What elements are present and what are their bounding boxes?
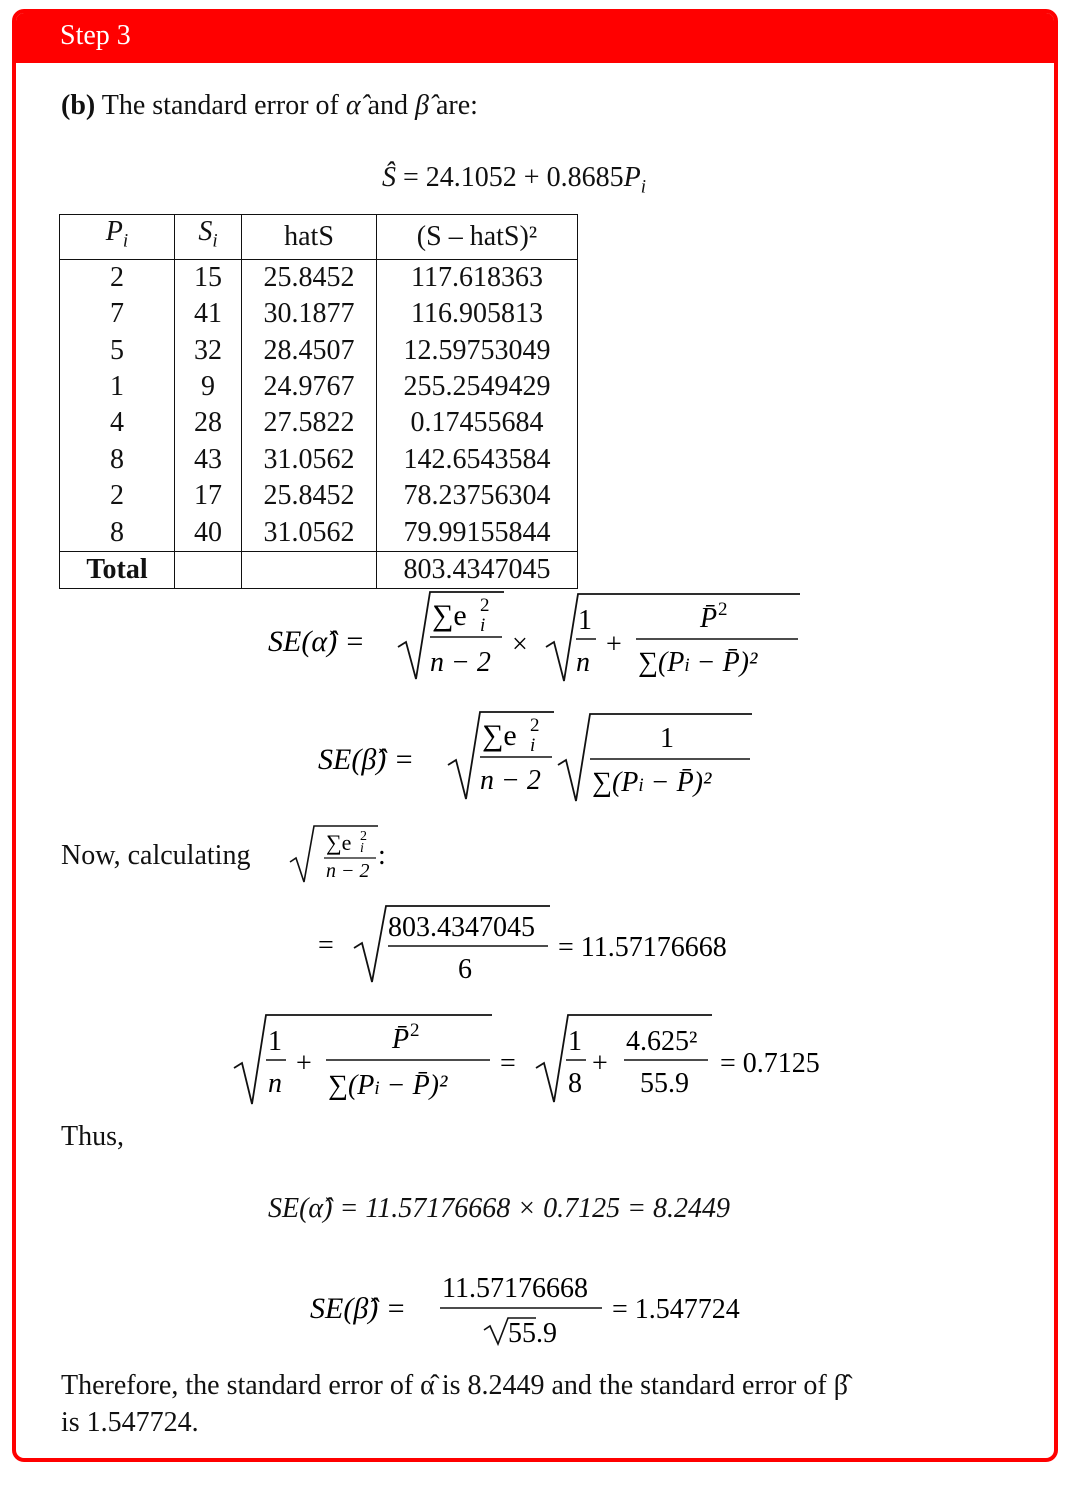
se-beta-lhs: SE(β̂) =	[318, 743, 414, 776]
now-calculating	[61, 840, 250, 872]
table-cell: 25.8452	[242, 259, 377, 296]
sum-e: ∑e	[432, 599, 467, 632]
table-row	[60, 369, 578, 405]
table-cell: 30.1877	[242, 296, 377, 332]
svg-text:n − 2: n − 2	[480, 765, 541, 796]
regression-var: P	[623, 162, 641, 193]
svg-text:×: ×	[512, 629, 528, 660]
table-row	[60, 405, 578, 441]
svg-text:+: +	[592, 1048, 608, 1079]
table-cell: 5	[60, 332, 175, 368]
table-row	[60, 259, 578, 296]
table-cell	[242, 551, 377, 588]
regression-rhs: = 24.1052 + 0.8685	[403, 162, 624, 193]
table-cell: 1	[60, 369, 175, 405]
total-value: 803.4347045	[377, 551, 578, 588]
table-row	[60, 478, 578, 514]
svg-text:P̄: P̄	[700, 603, 718, 634]
svg-text:i: i	[360, 841, 364, 856]
svg-text:P̄: P̄	[392, 1024, 410, 1055]
svg-text:1: 1	[660, 723, 674, 754]
table-cell: 28.4507	[242, 332, 377, 368]
table-cell: 8	[60, 442, 175, 478]
svg-text:+: +	[606, 629, 622, 660]
svg-text:1: 1	[568, 1026, 582, 1057]
residuals-table	[59, 214, 578, 589]
s-hat: Ŝ	[382, 162, 396, 193]
table-cell: 31.0562	[242, 514, 377, 551]
intro-line	[61, 90, 478, 122]
table-cell: 78.23756304	[377, 478, 578, 514]
table-cell: 32	[175, 332, 242, 368]
calc1-denominator: 6	[458, 954, 472, 985]
table-cell: 40	[175, 514, 242, 551]
intro-end: are:	[435, 90, 478, 121]
se-beta-value: = 1.547724	[612, 1294, 740, 1325]
table-cell: 15	[175, 259, 242, 296]
table-cell: 24.9767	[242, 369, 377, 405]
table-cell: 117.618363	[377, 259, 578, 296]
calc1-numerator: 803.4347045	[388, 912, 535, 943]
intro-and: and	[367, 90, 408, 121]
regression-sub: i	[640, 176, 646, 198]
intro-text: The standard error of	[101, 90, 339, 121]
conclusion-line-2: is 1.547724.	[61, 1407, 199, 1438]
table-cell: 31.0562	[242, 442, 377, 478]
calc-sqrt-sum	[310, 900, 770, 990]
table-cell: 43	[175, 442, 242, 478]
beta-hat: β̂	[415, 90, 429, 121]
svg-text:∑e: ∑e	[326, 830, 352, 855]
svg-text:n: n	[268, 1068, 282, 1099]
svg-text:n − 2: n − 2	[430, 647, 491, 678]
svg-text:i: i	[480, 615, 486, 636]
col-header-p: $P_i$	[60, 215, 175, 260]
table-row	[60, 296, 578, 332]
regression-equation	[382, 162, 646, 199]
col-header-hats: hatS	[242, 215, 377, 260]
thus-text: Thus,	[61, 1121, 124, 1152]
part-label: (b)	[61, 90, 96, 121]
table-total-row	[60, 551, 578, 588]
calc-sqrt-term	[228, 1006, 848, 1106]
svg-text:2: 2	[718, 599, 728, 620]
table-cell: 25.8452	[242, 478, 377, 514]
se-alpha-formula	[260, 585, 820, 685]
svg-text:2: 2	[480, 595, 490, 616]
table-cell	[175, 551, 242, 588]
svg-text:∑e: ∑e	[482, 719, 517, 752]
table-cell: 27.5822	[242, 405, 377, 441]
svg-text:∑(Pi − P̄)²: ∑(Pi − P̄)²	[328, 1070, 448, 1101]
col-header-s: $S_i$	[175, 215, 242, 260]
table-cell: 116.905813	[377, 296, 578, 332]
svg-text:2: 2	[530, 715, 540, 736]
step-header	[16, 13, 1054, 63]
table-cell: 17	[175, 478, 242, 514]
svg-text:2: 2	[360, 829, 367, 844]
svg-text:n − 2: n − 2	[326, 860, 370, 882]
calc2-numerator: 4.625²	[626, 1026, 698, 1057]
svg-text:n: n	[576, 647, 590, 678]
table-row	[60, 442, 578, 478]
svg-text:∑(Pi − P̄)²: ∑(Pi − P̄)²	[592, 767, 712, 798]
table-cell: 2	[60, 478, 175, 514]
se-beta-numerator: 11.57176668	[442, 1273, 588, 1304]
table-cell: 28	[175, 405, 242, 441]
total-label: Total	[60, 551, 175, 588]
table-cell: 9	[175, 369, 242, 405]
svg-text:2: 2	[410, 1020, 420, 1041]
svg-text:1: 1	[578, 605, 592, 636]
table-cell: 255.2549429	[377, 369, 578, 405]
step-title: Step 3	[60, 20, 131, 51]
svg-text:1: 1	[268, 1026, 282, 1057]
now-calc-radical	[286, 822, 406, 886]
table-cell: 41	[175, 296, 242, 332]
table-cell: 7	[60, 296, 175, 332]
now-calc-text: Now, calculating	[61, 840, 251, 871]
table-row	[60, 514, 578, 551]
svg-text:+: +	[296, 1048, 312, 1079]
table-cell: 0.17455684	[377, 405, 578, 441]
se-beta-denominator: 55.9	[508, 1318, 557, 1349]
table-cell: 79.99155844	[377, 514, 578, 551]
svg-text:∑(Pi − P̄)²: ∑(Pi − P̄)²	[638, 647, 758, 678]
alpha-hat: α̂	[345, 90, 361, 121]
calc2-result: = 0.7125	[720, 1048, 820, 1079]
se-alpha-result: SE(α̂) = 11.57176668 × 0.7125 = 8.2449	[268, 1193, 731, 1224]
svg-text:=: =	[318, 930, 334, 961]
svg-text::: :	[378, 840, 386, 871]
svg-text:8: 8	[568, 1068, 582, 1099]
calc1-result: = 11.57176668	[558, 932, 727, 963]
table-cell: 2	[60, 259, 175, 296]
conclusion-line-1: Therefore, the standard error of α̂ is 8.2449 and the standard error of β̂	[61, 1370, 848, 1401]
se-alpha-lhs: SE(α̂) =	[268, 625, 365, 658]
se-beta-result-lhs: SE(β̂) =	[310, 1292, 406, 1325]
table-cell: 142.6543584	[377, 442, 578, 478]
svg-text:=: =	[500, 1048, 516, 1079]
table-cell: 4	[60, 405, 175, 441]
table-row	[60, 332, 578, 368]
table-cell: 8	[60, 514, 175, 551]
col-header-sq: (S – hatS)²	[377, 215, 578, 260]
calc2-denominator: 55.9	[640, 1068, 689, 1099]
se-beta-result	[300, 1262, 780, 1352]
table-cell: 12.59753049	[377, 332, 578, 368]
se-beta-formula	[310, 705, 760, 805]
svg-text:i: i	[530, 735, 536, 756]
